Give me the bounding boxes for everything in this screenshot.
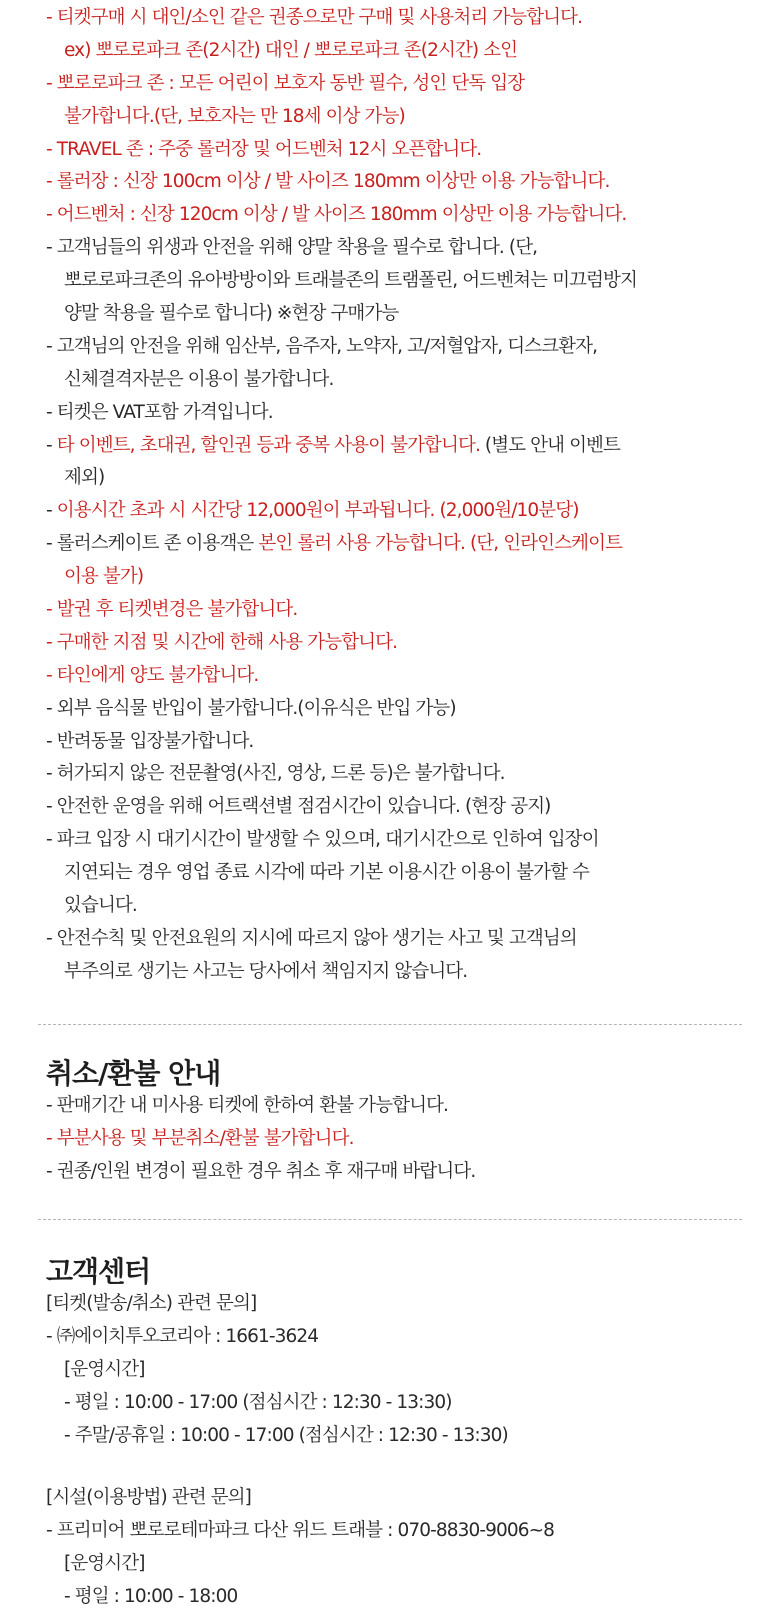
- notice-line: - 허가되지 않은 전문촬영(사진, 영상, 드론 등)은 불가합니다.: [46, 763, 505, 785]
- notice-segment: 본인 롤러 사용 가능합니다. (단, 인라인스케이트: [258, 533, 623, 555]
- notice-line: [46, 430, 756, 463]
- ticket-contact: - ㈜에이치투오코리아 : 1661-3624: [46, 1325, 319, 1347]
- notice-line: - 티켓은 VAT포함 가격입니다.: [46, 401, 273, 423]
- notice-line: - 안전한 운영을 위해 어트랙션별 점검시간이 있습니다. (현장 공지): [46, 796, 551, 818]
- section-divider: [38, 1024, 742, 1025]
- notice-line: - TRAVEL 존 : 주중 롤러장 및 어드벤처 12시 오픈합니다.: [46, 138, 482, 160]
- notice-line: 뽀로로파크존의 유아방방이와 트래블존의 트램폴린, 어드벤쳐는 미끄럼방지: [64, 270, 637, 292]
- support-section-title: 고객센터: [46, 1255, 151, 1288]
- notice-line: 불가합니다.(단, 보호자는 만 18세 이상 가능): [64, 105, 405, 127]
- notice-line: 신체결격자분은 이용이 불가합니다.: [64, 368, 334, 390]
- facility-inquiry-heading: [시설(이용방법) 관련 문의]: [46, 1487, 251, 1508]
- facility-contact: - 프리미어 뽀로로테마파크 다산 위드 트래블 : 070-8830-9006~8: [46, 1519, 555, 1541]
- facility-weekday-hours: - 평일 : 10:00 - 18:00: [64, 1585, 238, 1607]
- ticket-inquiry-heading: [티켓(발송/취소) 관련 문의]: [46, 1293, 257, 1314]
- notice-line: - 구매한 지점 및 시간에 한해 사용 가능합니다.: [46, 631, 398, 653]
- notice-line: - 고객님들의 위생과 안전을 위해 양말 착용을 필수로 합니다. (단,: [46, 237, 538, 259]
- refund-list: [46, 1090, 756, 1189]
- refund-line: - 부분사용 및 부분취소/환불 불가합니다.: [46, 1127, 354, 1149]
- notice-segment: -: [46, 434, 57, 456]
- notice-segment: - 롤러스케이트 존 이용객은: [46, 533, 259, 555]
- notice-line: - 파크 입장 시 대기시간이 발생할 수 있으며, 대기시간으로 인하여 입장이: [46, 829, 599, 851]
- notice-line: 있습니다.: [64, 895, 137, 917]
- notice-line: - 타인에게 양도 불가합니다.: [46, 664, 259, 686]
- notice-line: 부주의로 생기는 사고는 당사에서 책임지지 않습니다.: [64, 960, 468, 982]
- notice-line: - 발권 후 티켓변경은 불가합니다.: [46, 599, 298, 621]
- notice-line: - 어드벤처 : 신장 120cm 이상 / 발 사이즈 180mm 이상만 이용 가능합니다.: [46, 204, 627, 226]
- refund-line: - 판매기간 내 미사용 티켓에 한하여 환불 가능합니다.: [46, 1095, 449, 1116]
- notice-line: - 뽀로로파크 존 : 모든 어린이 보호자 동반 필수, 성인 단독 입장: [46, 72, 525, 94]
- notice-line: 제외): [64, 467, 105, 489]
- notice-line: - 외부 음식물 반입이 불가합니다.(이유식은 반입 가능): [46, 697, 456, 719]
- facility-details: [46, 1482, 756, 1614]
- notice-line: [46, 528, 756, 561]
- facility-hours-heading: [운영시간]: [64, 1552, 145, 1574]
- notice-list: [46, 2, 756, 989]
- notice-line: - 안전수칙 및 안전요원의 지시에 따르지 않아 생기는 사고 및 고객님의: [46, 927, 577, 949]
- notice-segment: (별도 안내 이벤트: [479, 434, 620, 456]
- refund-line: - 권종/인원 변경이 필요한 경우 취소 후 재구매 바랍니다.: [46, 1160, 476, 1182]
- ticket-hours-heading: [운영시간]: [64, 1358, 145, 1380]
- notice-segment: 이용시간 초과 시 시간당 12,000원이 부과됩니다. (2,000원/10분당): [56, 500, 579, 522]
- notice-segment: 타 이벤트, 초대권, 할인권 등과 중복 사용이 불가합니다.: [56, 434, 480, 456]
- notice-line: - 반려동물 입장불가합니다.: [46, 730, 254, 752]
- notice-line: 이용 불가): [64, 566, 144, 588]
- notice-line: - 티켓구매 시 대인/소인 같은 권종으로만 구매 및 사용처리 가능합니다.: [46, 7, 583, 28]
- notice-line: - 고객님의 안전을 위해 임산부, 음주자, 노약자, 고/저혈압자, 디스크환자,: [46, 335, 598, 357]
- notice-line: 양말 착용을 필수로 합니다) ※현장 구매가능: [64, 303, 399, 325]
- notice-segment: -: [46, 500, 57, 522]
- notice-line: ex) 뽀로로파크 존(2시간) 대인 / 뽀로로파크 존(2시간) 소인: [64, 39, 518, 61]
- refund-section-title: 취소/환불 안내: [46, 1057, 221, 1090]
- ticket-weekday-hours: - 평일 : 10:00 - 17:00 (점심시간 : 12:30 - 13:30): [64, 1391, 452, 1413]
- notice-line: [46, 495, 756, 528]
- section-divider: [38, 1219, 742, 1220]
- ticket-weekend-hours: - 주말/공휴일 : 10:00 - 17:00 (점심시간 : 12:30 - 13:30): [64, 1424, 508, 1446]
- support-details: [46, 1288, 756, 1452]
- notice-line: - 롤러장 : 신장 100cm 이상 / 발 사이즈 180mm 이상만 이용 가능합니다.: [46, 171, 610, 193]
- notice-line: 지연되는 경우 영업 종료 시각에 따라 기본 이용시간 이용이 불가할 수: [64, 862, 589, 884]
